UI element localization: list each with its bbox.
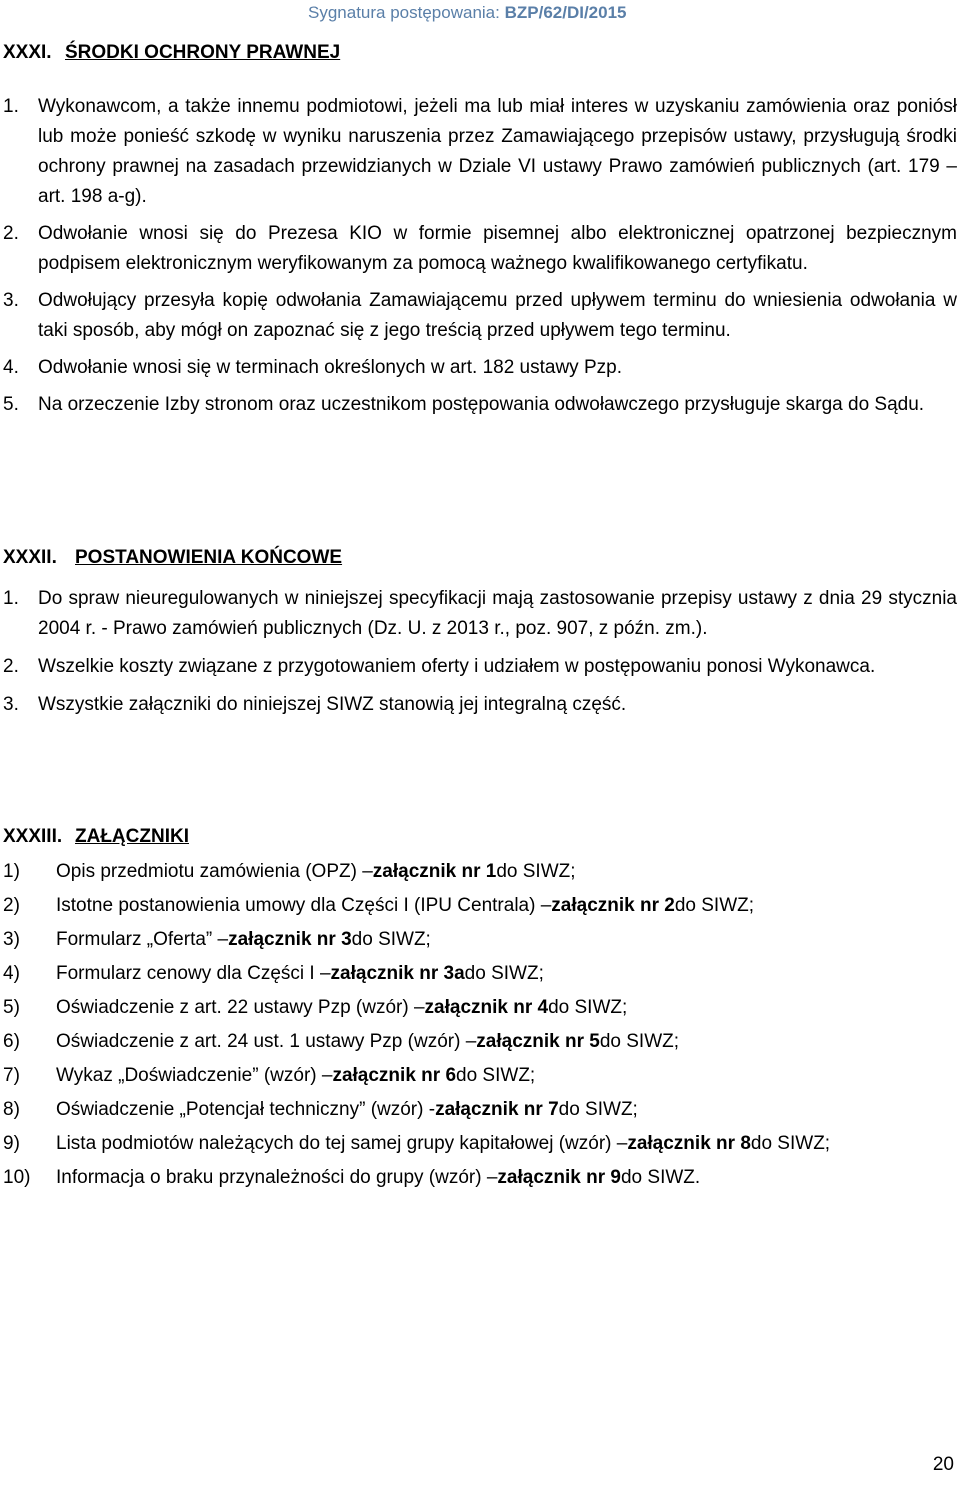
attachment-item: 6) Oświadczenie z art. 24 ust. 1 ustawy Pzp (wzór) – załącznik nr 5 do SIWZ; [3,1031,680,1052]
attachment-item: 9) Lista podmiotów należących do tej samej grupy kapitałowej (wzór) – załącznik nr 8 do SIWZ; [3,1133,831,1154]
list-item: 5. Na orzeczenie Izby stronom oraz uczestnikom postępowania odwoławczego przysługuje skarga do Sądu. [3,394,925,415]
list-item: 1. Wykonawcom, a także innemu podmiotowi, jeżeli ma lub miał interes w uzyskaniu zamówienia oraz poniósł lub może ponieść szkodę w wyniku naruszenia przez Zamawiającego przepisów ustawy, przysługują środki ochrony prawnej na zasadach przewidzianych w Dziale VI ustawy Prawo zamówień publicznych (art. 179 – art. 198 a-g). [3,96,957,207]
attachment-item: 2) Istotne postanowienia umowy dla Części I (IPU Centrala) – załącznik nr 2 do SIWZ; [3,895,755,916]
page-number: 20 [932,1454,954,1475]
attachment-item: 7) Wykaz „Doświadczenie” (wzór) – załącznik nr 6 do SIWZ; [3,1065,536,1086]
list-item: 2. Odwołanie wnosi się do Prezesa KIO w formie pisemnej albo elektronicznej opatrzonej bezpiecznym podpisem elektronicznym weryfikowanym za pomocą ważnego kwalifikowanego certyfikatu. [3,223,957,274]
procedure-signature: Sygnatura postępowania: BZP/62/DI/2015 [308,3,627,22]
attachment-item: 5) Oświadczenie z art. 22 ustawy Pzp (wzór) – załącznik nr 4 do SIWZ; [3,997,628,1018]
attachment-item: 10) Informacja o braku przynależności do grupy (wzór) – załącznik nr 9 do SIWZ. [3,1167,701,1188]
attachments-list [3,855,957,1195]
section-heading-legal-remedies: XXXI. ŚRODKI OCHRONY PRAWNEJ [3,42,341,63]
list-item: 1. Do spraw nieuregulowanych w niniejszej specyfikacji mają zastosowanie przepisy ustawy z dnia 29 stycznia 2004 r. - Prawo zamówień publicznych (Dz. U. z 2013 r., poz. 907, z późn. zm.). [3,588,957,639]
final-provisions-list [3,584,957,728]
list-item: 3. Wszystkie załączniki do niniejszej SIWZ stanowią jej integralną część. [3,694,627,715]
list-item: 2. Wszelkie koszty związane z przygotowaniem oferty i udziałem w postępowaniu ponosi Wykonawca. [3,656,876,677]
list-item: 3. Odwołujący przesyła kopię odwołania Zamawiającemu przed upływem terminu do wniesienia odwołania w taki sposób, aby mógł on zapoznać się z jego treścią przed upływem tego terminu. [3,290,957,341]
attachment-item: 3) Formularz „Oferta” – załącznik nr 3 do SIWZ; [3,929,431,950]
attachment-item: 8) Oświadczenie „Potencjał techniczny” (wzór) - załącznik nr 7 do SIWZ; [3,1099,638,1120]
section-heading-attachments: XXXIII. ZAŁĄCZNIKI [3,826,189,847]
attachment-item: 1) Opis przedmiotu zamówienia (OPZ) – załącznik nr 1 do SIWZ; [3,861,576,882]
list-item: 4. Odwołanie wnosi się w terminach określonych w art. 182 ustawy Pzp. [3,357,622,378]
section-heading-final-provisions: XXXII. POSTANOWIENIA KOŃCOWE [3,547,343,568]
legal-remedies-list [3,92,957,427]
attachment-item: 4) Formularz cenowy dla Części I – załącznik nr 3a do SIWZ; [3,963,544,984]
